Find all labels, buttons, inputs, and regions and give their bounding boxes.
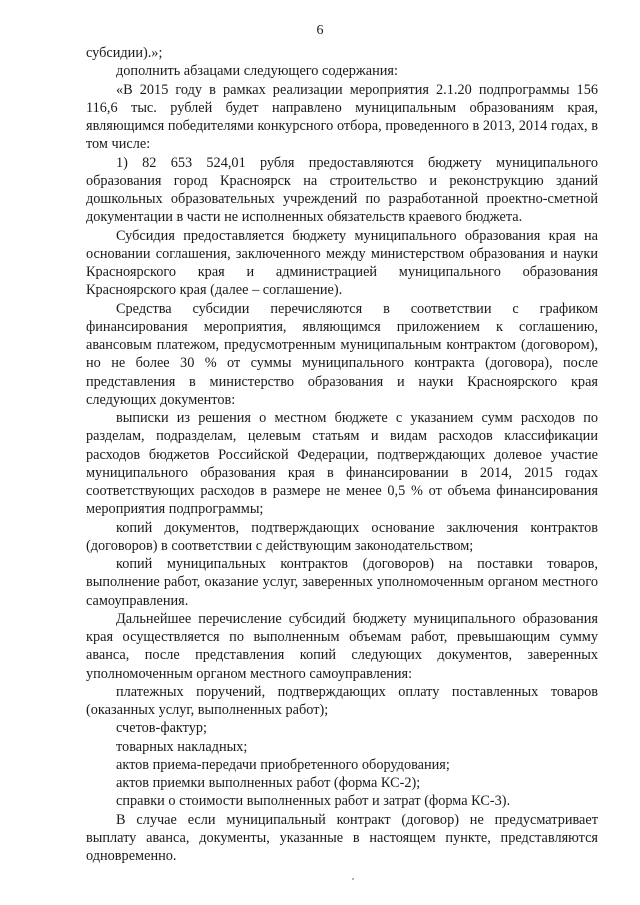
- paragraph-11: платежных поручений, подтверждающих оплату поставленных товаров (оказанных услуг, выполненных работ);: [86, 683, 598, 718]
- paragraph-6: Средства субсидии перечисляются в соответствии с графиком финансирования мероприятия, являющимся приложением к соглашению, авансовым платежом, предусмотренным муниципальным контрактом (договором), но не более 30 % от суммы муниципального контракта (договора), после представления в министерство образования и науки Красноярского края следующих документов:: [86, 300, 598, 408]
- paragraph-9: копий муниципальных контрактов (договоров) на поставки товаров, выполнение работ, оказание услуг, заверенных уполномоченным органом местного самоуправления.: [86, 556, 598, 609]
- paragraph-2: дополнить абзацами следующего содержания:: [116, 63, 398, 80]
- document-body: [86, 44, 598, 865]
- paragraph-3: «В 2015 году в рамках реализации мероприятия 2.1.20 подпрограммы 156 116,6 тыс. рублей будет направлено муниципальным образованиям края, являющимся победителями конкурсного отбора, проведенного в 2013, 2014 годах, в том числе:: [86, 81, 598, 153]
- paragraph-16: справки о стоимости выполненных работ и затрат (форма КС-3).: [116, 793, 511, 810]
- paragraph-14: актов приема-передачи приобретенного оборудования;: [116, 756, 450, 773]
- paragraph-4: 1) 82 653 524,01 рубля предоставляются бюджету муниципального образования город Красноярск на строительство и реконструкцию зданий дошкольных образовательных учреждений по разработанной проектно-сметной документации в части не исполненных обязательств краевого бюджета.: [86, 154, 598, 226]
- page-number: 6: [316, 23, 324, 38]
- paragraph-10: Дальнейшее перечисление субсидий бюджету муниципального образования края осуществляется по выполненным объемам работ, превышающим сумму аванса, после представления копий следующих документов, заверенных уполномоченным органом местного самоуправления:: [86, 610, 598, 682]
- paragraph-8: копий документов, подтверждающих основание заключения контрактов (договоров) в соответствии с действующим законодательством;: [86, 519, 598, 554]
- paragraph-12: счетов-фактур;: [116, 720, 208, 737]
- paragraph-17: В случае если муниципальный контракт (договор) не предусматривает выплату аванса, документы, указанные в настоящем пункте, представляются одновременно.: [86, 811, 598, 864]
- paragraph-7: выписки из решения о местном бюджете с указанием сумм расходов по разделам, подразделам, целевым статьям и видам расходов классификации расходов бюджетов Российской Федерации, подтверждающих долевое участие муниципального образования края в финансировании в 2014, 2015 годах соответствующих расходов в размере не менее 0,5 % от объема финансирования мероприятия подпрограммы;: [86, 410, 598, 518]
- scan-speck: [352, 878, 354, 880]
- paragraph-15: актов приемки выполненных работ (форма КС-2);: [116, 775, 421, 791]
- paragraph-13: товарных накладных;: [116, 738, 248, 755]
- paragraph-5: Субсидия предоставляется бюджету муниципального образования края на основании соглашения, заключенного между министерством образования и науки Красноярского края и администрацией муниципального образования Красноярского края (далее – соглашение).: [86, 227, 598, 299]
- paragraph-1: субсидии).»;: [86, 45, 163, 61]
